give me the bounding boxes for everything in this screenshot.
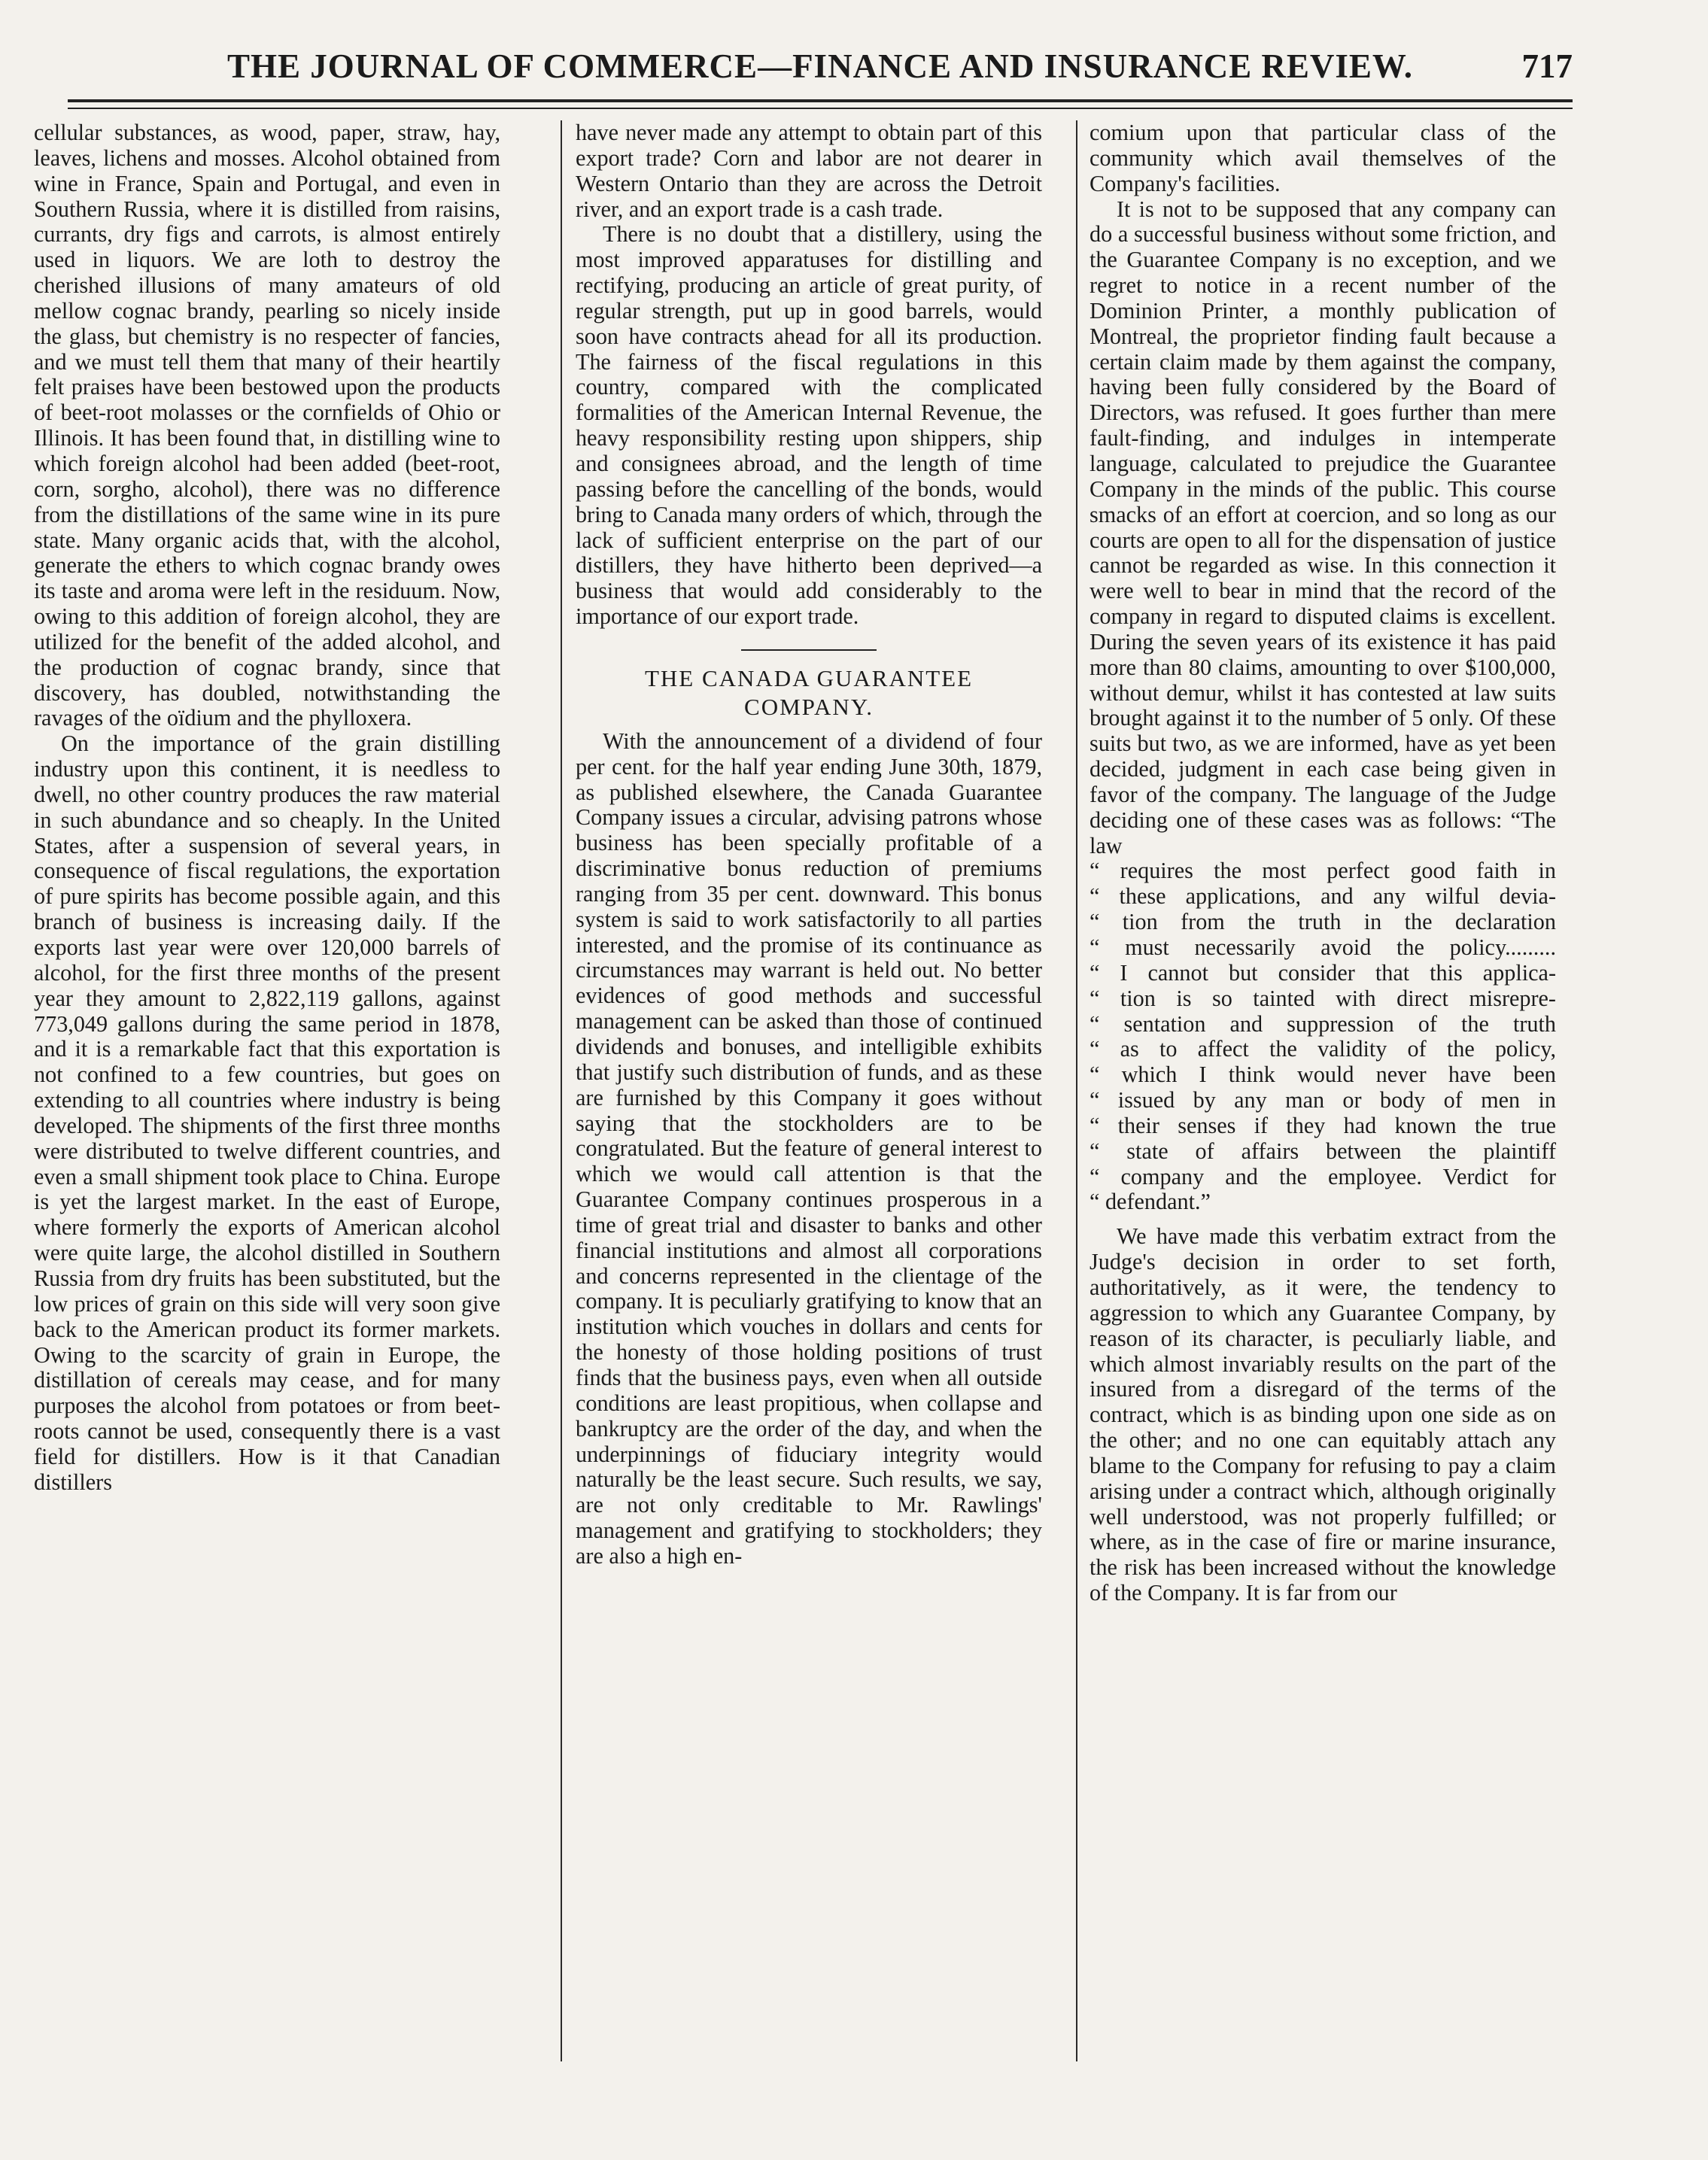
quote-line: “ state of affairs between the plaintiff — [1090, 1138, 1556, 1164]
paragraph: With the announcement of a dividend of four per cent. for the half year ending June 30th, 1879, as published elsewhere, the Canada Guarantee Company issues a circular, advising patrons whose business has been specially profitable of a discriminative bonus reduction of premiums ranging from 35 per cent. downward. This bonus system is said to work satisfactorily to all parties interested, and the promise of its continuance as circumstances may warrant is held out. No better evidences of good methods and successful management can be asked than those of continued dividends and bonuses, and intelligible exhibits that justify such distribution of funds, and as these are furnished by this Company it goes without saying that the stockholders are to be congratulated. But the feature of general interest to which we would call attention is that the Guarantee Company continues prosperous in a time of great trial and disaster to banks and other financial institutions and almost all corporations and concerns represented in the clientage of the company. It is peculiarly gratifying to know that an institution which vouches in dollars and cents for the honesty of those holding positions of trust finds that the business pays, even when all outside conditions are least propitious, when collapse and bankruptcy are the order of the day, and when the underpinnings of fiduciary integrity would naturally be the least secure. Such results, we say, are not only creditable to Mr. Rawlings' management and gratifying to stockholders; they are also a high en- — [576, 728, 1042, 1569]
column-divider — [561, 120, 562, 2061]
quote-line: “ these applications, and any wilful devia- — [1090, 883, 1556, 910]
quote-line: “ which I think would never have been — [1090, 1062, 1556, 1088]
quote-line: “ as to affect the validity of the policy, — [1090, 1036, 1556, 1062]
article-heading — [576, 664, 1042, 722]
quote-line: “ their senses if they had known the true — [1090, 1112, 1556, 1138]
quote-line: “ must necessarily avoid the policy......... — [1090, 934, 1556, 960]
column-divider — [1076, 120, 1077, 2061]
paragraph: It is not to be supposed that any company can do a successful business without some friction, and the Guarantee Company is no exception, and we regret to notice in a recent number of the Dominion Printer, a monthly publication of Montreal, the proprietor finding fault because a certain claim made by them against the company, having been fully considered by the Board of Directors, was refused. It goes further than mere fault-finding, and indulges in intemperate language, calculated to prejudice the Guarantee Company in the minds of the public. This course smacks of an effort at coercion, and so long as our courts are open to all for the dispensation of justice cannot be regarded as wise. In this connection it were well to bear in mind that the record of the company in regard to disputed claims is excellent. During the seven years of its existence it has paid more than 80 claims, amounting to over $100,000, without demur, whilst it has contested at law suits brought against it to the number of 5 only. Of these suits but two, as we are informed, have as yet been decided, judgment in each case being given in favor of the company. The language of the Judge deciding one of these cases was as follows: “The law — [1090, 196, 1556, 858]
article-heading-line: THE CANADA GUARANTEE — [644, 664, 974, 691]
quote-line: “ company and the employee. Verdict for — [1090, 1163, 1556, 1189]
quote-line: “ tion is so tainted with direct misrepre- — [1090, 985, 1556, 1011]
section-divider — [741, 649, 877, 651]
page-number: 717 — [1521, 47, 1573, 85]
column-3 — [1090, 120, 1556, 1606]
quote-line: “ sentation and suppression of the truth — [1090, 1010, 1556, 1037]
paragraph: comium upon that particular class of the community which avail themselves of the Company's facilities. — [1090, 120, 1556, 196]
column-2 — [576, 120, 1042, 1569]
paragraph: have never made any attempt to obtain part of this export trade? Corn and labor are not dearer in Western Ontario than they are across the Detroit river, and an export trade is a cash trade. — [576, 120, 1042, 222]
journal-title: THE JOURNAL OF COMMERCE—FINANCE AND INSURANCE REVIEW. — [226, 47, 1414, 85]
header-rule-thick — [68, 99, 1573, 102]
page-header — [68, 47, 1573, 99]
paragraph: cellular substances, as wood, paper, straw, hay, leaves, lichens and mosses. Alcohol obtained from wine in France, Spain and Portugal, and even in Southern Russia, where it is distilled from raisins, currants, dry figs and carrots, is almost entirely used in liquors. We are loth to destroy the cherished illusions of many amateurs of old mellow cognac brandy, pearling so nicely inside the glass, but chemistry is no respecter of fancies, and we must tell them that many of their heartily felt praises have been bestowed upon the products of beet-root molasses or the cornfields of Ohio or Illinois. It has been found that, in distilling wine to which foreign alcohol had been added (beet-root, corn, sorgho, alcohol), there was no difference from the distillations of the same wine in its pure state. Many organic acids that, with the alcohol, generate the ethers to which cognac brandy owes its taste and aroma were left in the residuum. Now, owing to this addition of foreign alcohol, they are utilized for the benefit of the added alcohol, and the production of cognac brandy, since that discovery, has doubled, notwithstanding the ravages of the oïdium and the phylloxera. — [34, 120, 500, 731]
paragraph: On the importance of the grain distilling industry upon this continent, it is needless to dwell, no other country produces the raw material in such abundance and so cheaply. In the United States, after a suspension of several years, in consequence of fiscal regulations, the exportation of pure spirits has become possible again, and this branch of business is increasing daily. If the exports last year were over 120,000 barrels of alcohol, for the first three months of the present year they amount to 2,822,119 gallons, against 773,049 gallons during the same period in 1878, and it is a remarkable fact that this exportation is not confined to a few countries, but goes on extending to all countries where industry is being developed. The shipments of the first three months were distributed to twelve different countries, and even a small shipment took place to China. Europe is yet the largest market. In the east of Europe, where formerly the exports of American alcohol were quite large, the alcohol distilled in Southern Russia from dry fruits has been substituted, but the low prices of grain on this side will very soon give back to the American product its former markets. Owing to the scarcity of grain in Europe, the distillation of cereals may cease, and for many purposes the alcohol from potatoes or from beet-roots cannot be used, consequently there is a vast field for distillers. How is it that Canadian distillers — [34, 731, 500, 1495]
paragraph: There is no doubt that a distillery, using the most improved apparatuses for distilling and rectifying, producing an article of great purity, of regular strength, put up in good barrels, would soon have contracts ahead for all its production. The fairness of the fiscal regulations in this country, compared with the complicated formalities of the American Internal Revenue, the heavy responsibility resting upon shippers, ship and consignees abroad, and the length of time passing before the cancelling of the bonds, would bring to Canada many orders of which, through the lack of sufficient enterprise on the part of our distillers, they have hitherto been deprived—a business that would add considerably to the importance of our export trade. — [576, 221, 1042, 630]
column-1 — [34, 120, 500, 1496]
quote-line: “ requires the most perfect good faith in — [1090, 858, 1556, 884]
quote-line: “ I cannot but consider that this applica- — [1090, 959, 1556, 986]
quote-line: “ tion from the truth in the declaration — [1090, 909, 1556, 935]
quote-line: “ issued by any man or body of men in — [1090, 1087, 1556, 1113]
judge-quotation — [1090, 858, 1556, 1215]
header-rule-thin — [68, 108, 1573, 109]
paragraph: We have made this verbatim extract from the Judge's decision in order to set forth, authoritatively, as it were, the tendency to aggression to which any Guarantee Company, by reason of its character, is peculiarly liable, and which almost invariably results on the part of the insured from a disregard of the terms of the contract, which is as binding upon one side as on the other; and no one can equitably attach any blame to the Company for refusing to pay a claim arising under a contract which, although originally well understood, was not properly fulfilled; or where, as in the case of fire or marine insurance, the risk has been increased without the knowledge of the Company. It is far from our — [1090, 1223, 1556, 1606]
quote-line: “ defendant.” — [1090, 1189, 1211, 1215]
article-heading-line: COMPANY. — [744, 693, 874, 720]
